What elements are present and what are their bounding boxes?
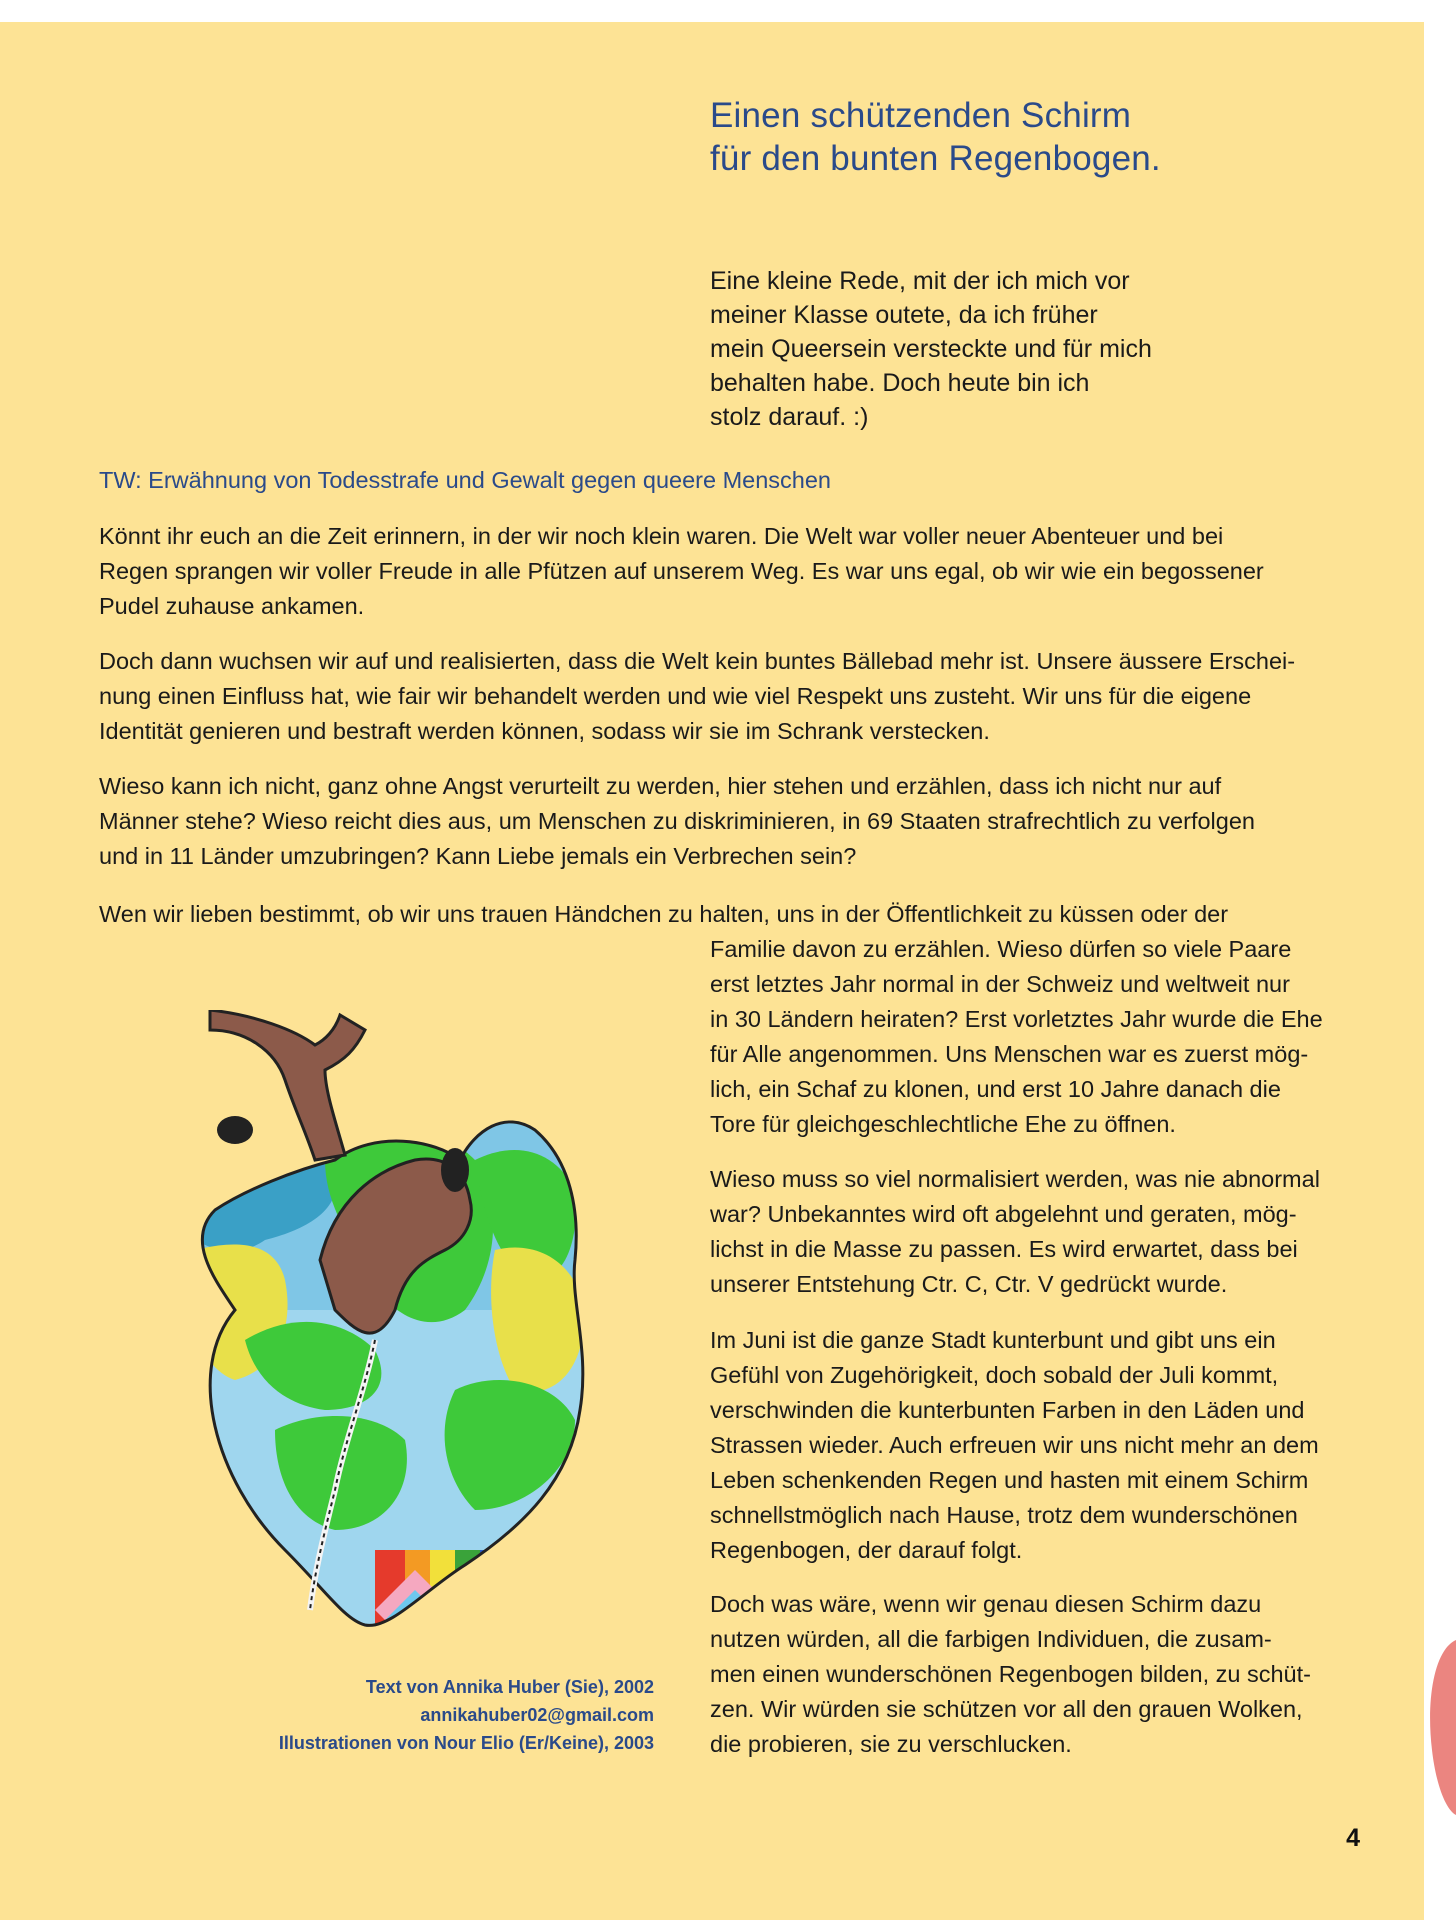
text-line: Im Juni ist die ganze Stadt kunterbunt und gibt uns ein bbox=[710, 1327, 1276, 1353]
paragraph-5 bbox=[710, 1162, 1360, 1302]
text-line: Doch was wäre, wenn wir genau diesen Schirm dazu bbox=[710, 1591, 1262, 1617]
text-line: war? Unbekanntes wird oft abgelehnt und geraten, mög- bbox=[710, 1201, 1297, 1227]
text-line: nung einen Einfluss hat, wie fair wir behandelt werden und wie viel Respekt uns zusteht. Wir uns für die eigene bbox=[99, 683, 1252, 709]
page-number: 4 bbox=[1346, 1824, 1360, 1852]
text-line: Strassen wieder. Auch erfreuen wir uns nicht mehr an dem bbox=[710, 1432, 1319, 1458]
text-line: Wieso muss so viel normalisiert werden, was nie abnormal bbox=[710, 1166, 1320, 1192]
text-line: unserer Entstehung Ctr. C, Ctr. V gedrückt wurde. bbox=[710, 1271, 1228, 1297]
intro-line: stolz darauf. :) bbox=[710, 403, 869, 431]
paragraph-6 bbox=[710, 1323, 1360, 1568]
intro-line: behalten habe. Doch heute bin ich bbox=[710, 369, 1090, 397]
credit-email[interactable]: annikahuber02@gmail.com bbox=[420, 1705, 654, 1725]
text-line: schnellstmöglich nach Hause, trotz dem wunderschönen bbox=[710, 1502, 1298, 1528]
text-line: Wen wir lieben bestimmt, ob wir uns trauen Händchen zu halten, uns in der Öffentlichkeit zu küssen oder der bbox=[99, 901, 1229, 927]
text-line: Familie davon zu erzählen. Wieso dürfen so viele Paare bbox=[710, 936, 1292, 962]
text-line: für Alle angenommen. Uns Menschen war es zuerst mög- bbox=[710, 1041, 1309, 1067]
text-line: und in 11 Länder umzubringen? Kann Liebe jemals ein Verbrechen sein? bbox=[99, 843, 857, 869]
text-line: Regen sprangen wir voller Freude in alle Pfützen auf unserem Weg. Es war uns egal, ob wir wie ein begossener bbox=[99, 558, 1264, 584]
intro-text bbox=[710, 264, 1180, 434]
text-line: Regenbogen, der darauf folgt. bbox=[710, 1537, 1023, 1563]
credit-text-author: Text von Annika Huber (Sie), 2002 bbox=[365, 1677, 654, 1697]
text-line: Pudel zuhause ankamen. bbox=[99, 593, 365, 619]
paint-stroke-decoration bbox=[1424, 1620, 1456, 1820]
paragraph-3 bbox=[99, 769, 1357, 874]
text-line: Könnt ihr euch an die Zeit erinnern, in der wir noch klein waren. Die Welt war voller neuer Abenteuer und bei bbox=[99, 523, 1224, 549]
page-title bbox=[710, 94, 1390, 180]
intro-line: mein Queersein versteckte und für mich bbox=[710, 335, 1152, 363]
paragraph-4-first-line bbox=[99, 897, 1357, 932]
intro-line: Eine kleine Rede, mit der ich mich vor bbox=[710, 267, 1130, 295]
text-line: men einen wunderschönen Regenbogen bilden, zu schüt- bbox=[710, 1661, 1311, 1687]
text-line: Doch dann wuchsen wir auf und realisierten, dass die Welt kein buntes Bällebad mehr ist. Unsere äussere Erschei- bbox=[99, 648, 1296, 674]
credit-illustrator: Illustrationen von Nour Elio (Er/Keine), 2003 bbox=[278, 1733, 654, 1753]
trigger-warning: TW: Erwähnung von Todesstrafe und Gewalt gegen queere Menschen bbox=[99, 467, 831, 493]
credits bbox=[160, 1673, 654, 1757]
paragraph-1 bbox=[99, 519, 1357, 624]
text-line: Tore für gleichgeschlechtliche Ehe zu öffnen. bbox=[710, 1111, 1176, 1137]
text-line: nutzen würden, all die farbigen Individuen, die zusam- bbox=[710, 1626, 1272, 1652]
heart-globe-illustration bbox=[175, 1010, 675, 1650]
paragraph-7 bbox=[710, 1587, 1360, 1762]
text-line: in 30 Ländern heiraten? Erst vorletztes Jahr wurde die Ehe bbox=[710, 1006, 1323, 1032]
text-line: die probieren, sie zu verschlucken. bbox=[710, 1731, 1072, 1757]
title-line-2: für den bunten Regenbogen. bbox=[710, 139, 1161, 178]
text-line: Leben schenkenden Regen und hasten mit einem Schirm bbox=[710, 1467, 1309, 1493]
title-line-1: Einen schützenden Schirm bbox=[710, 96, 1132, 135]
intro-line: meiner Klasse outete, da ich früher bbox=[710, 301, 1098, 329]
text-line: lich, ein Schaf zu klonen, und erst 10 Jahre danach die bbox=[710, 1076, 1281, 1102]
text-line: Männer stehe? Wieso reicht dies aus, um Menschen zu diskriminieren, in 69 Staaten strafrechtlich zu verfolgen bbox=[99, 808, 1255, 834]
text-line: zen. Wir würden sie schützen vor all den grauen Wolken, bbox=[710, 1696, 1303, 1722]
text-line: verschwinden die kunterbunten Farben in den Läden und bbox=[710, 1397, 1305, 1423]
text-line: Gefühl von Zugehörigkeit, doch sobald der Juli kommt, bbox=[710, 1362, 1279, 1388]
paragraph-2 bbox=[99, 644, 1357, 749]
text-line: lichst in die Masse zu passen. Es wird erwartet, dass bei bbox=[710, 1236, 1298, 1262]
text-line: erst letztes Jahr normal in der Schweiz und weltweit nur bbox=[710, 971, 1290, 997]
text-line: Identität genieren und bestraft werden können, sodass wir sie im Schrank verstecken. bbox=[99, 718, 990, 744]
text-line: Wieso kann ich nicht, ganz ohne Angst verurteilt zu werden, hier stehen und erzählen, dass ich nicht nur auf bbox=[99, 773, 1222, 799]
paragraph-4-column bbox=[710, 932, 1360, 1142]
